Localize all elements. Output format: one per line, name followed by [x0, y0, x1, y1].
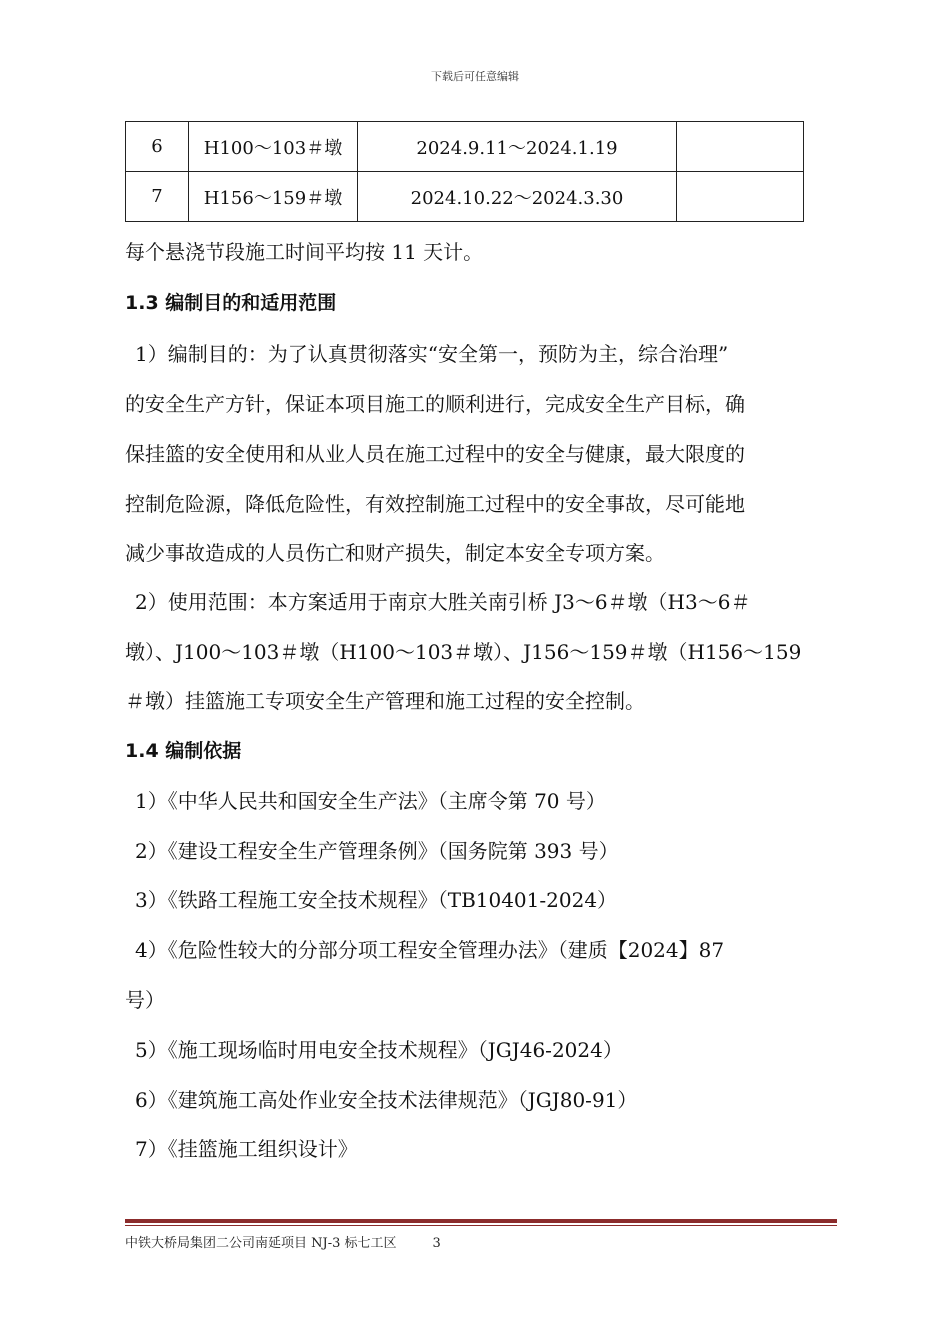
- basis-item-4-cont: 号）: [125, 988, 165, 1012]
- footer-organization: 中铁大桥局集团二公司南延项目 NJ-3 标七工区: [125, 1236, 397, 1251]
- page-header-note: 下载后可任意编辑: [431, 70, 519, 83]
- remark-cell: [677, 122, 804, 172]
- average-duration-paragraph: 每个悬浇节段施工时间平均按 11 天计。: [125, 240, 484, 264]
- scope-line-1: 2）使用范围：本方案适用于南京大胜关南引桥 J3～6＃墩（H3～6＃: [135, 590, 751, 614]
- footer-rule-thin: [125, 1225, 837, 1226]
- footer-rule: [125, 1219, 837, 1223]
- purpose-line-4: 控制危险源，降低危险性，有效控制施工过程中的安全事故，尽可能地: [125, 492, 745, 516]
- table-row: [126, 172, 804, 222]
- section-heading-1-3: 1.3 编制目的和适用范围: [125, 292, 337, 314]
- basis-item-6: 6）《建筑施工高处作业安全技术法律规范》（JGJ80-91）: [135, 1088, 638, 1112]
- scope-line-3: ＃墩）挂篮施工专项安全生产管理和施工过程的安全控制。: [125, 689, 645, 713]
- purpose-line-3: 保挂篮的安全使用和从业人员在施工过程中的安全与健康，最大限度的: [125, 442, 745, 466]
- scope-line-2: 墩）、J100～103＃墩（H100～103＃墩）、J156～159＃墩（H156～159: [125, 640, 802, 664]
- section-heading-1-4: 1.4 编制依据: [125, 740, 242, 762]
- basis-item-4: 4）《危险性较大的分部分项工程安全管理办法》（建质【2024】87: [135, 938, 725, 962]
- page-footer: [125, 1232, 441, 1251]
- page-number: 3: [432, 1236, 441, 1251]
- row-number: 6: [126, 122, 189, 172]
- construction-period: 2024.10.22～2024.3.30: [358, 172, 677, 222]
- construction-period: 2024.9.11～2024.1.19: [358, 122, 677, 172]
- basis-item-3: 3）《铁路工程施工安全技术规程》（TB10401-2024）: [135, 888, 618, 912]
- purpose-line-1: 1）编制目的：为了认真贯彻落实“安全第一，预防为主，综合治理”: [135, 342, 729, 366]
- schedule-table: [125, 121, 804, 222]
- basis-item-7: 7）《挂篮施工组织设计》: [135, 1137, 358, 1161]
- pier-range: H100～103＃墩: [189, 122, 358, 172]
- pier-range: H156～159＃墩: [189, 172, 358, 222]
- basis-item-2: 2）《建设工程安全生产管理条例》（国务院第 393 号）: [135, 839, 619, 863]
- table-row: [126, 122, 804, 172]
- basis-item-1: 1）《中华人民共和国安全生产法》（主席令第 70 号）: [135, 789, 606, 813]
- purpose-line-5: 减少事故造成的人员伤亡和财产损失，制定本安全专项方案。: [125, 541, 665, 565]
- row-number: 7: [126, 172, 189, 222]
- remark-cell: [677, 172, 804, 222]
- purpose-line-2: 的安全生产方针，保证本项目施工的顺利进行，完成安全生产目标，确: [125, 392, 745, 416]
- basis-item-5: 5）《施工现场临时用电安全技术规程》（JGJ46-2024）: [135, 1038, 623, 1062]
